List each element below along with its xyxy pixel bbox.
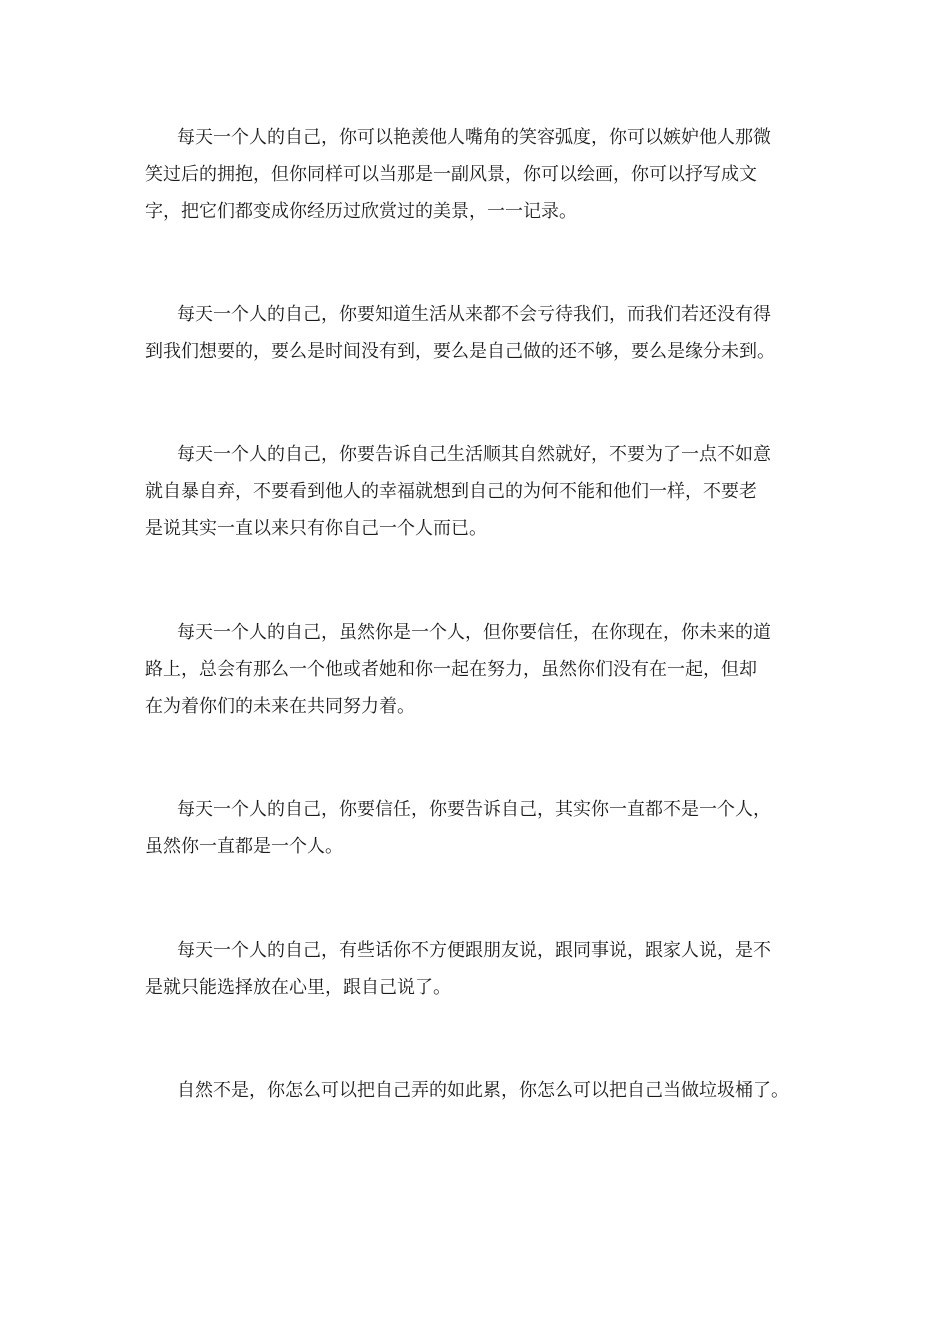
- paragraph-7: [145, 1072, 825, 1109]
- paragraph-line: 路上，总会有那么一个他或者她和你一起在努力，虽然你们没有在一起，但却: [145, 659, 757, 680]
- paragraph-line: 每天一个人的自己，你要告诉自己生活顺其自然就好，不要为了一点不如意: [177, 444, 771, 465]
- paragraph-line: 到我们想要的，要么是时间没有到，要么是自己做的还不够，要么是缘分未到。: [145, 341, 775, 362]
- paragraph-line: 笑过后的拥抱，但你同样可以当那是一副风景，你可以绘画，你可以抒写成文: [145, 164, 757, 185]
- paragraph-4: [145, 614, 825, 725]
- paragraph-line: 是就只能选择放在心里，跟自己说了。: [145, 977, 451, 998]
- paragraph-line: 每天一个人的自己，你要信任，你要告诉自己，其实你一直都不是一个人，: [177, 799, 771, 820]
- paragraph-line: 每天一个人的自己，你要知道生活从来都不会亏待我们，而我们若还没有得: [177, 304, 771, 325]
- paragraph-3: [145, 436, 825, 547]
- paragraph-1: [145, 119, 825, 230]
- paragraph-line: 是说其实一直以来只有你自己一个人而已。: [145, 518, 487, 539]
- paragraph-line: 每天一个人的自己，你可以艳羡他人嘴角的笑容弧度，你可以嫉妒他人那微: [177, 127, 771, 148]
- paragraph-line: 字，把它们都变成你经历过欣赏过的美景，一一记录。: [145, 201, 577, 222]
- paragraph-line: 每天一个人的自己，虽然你是一个人，但你要信任，在你现在，你未来的道: [177, 622, 771, 643]
- paragraph-line: 虽然你一直都是一个人。: [145, 836, 343, 857]
- paragraph-6: [145, 932, 825, 1006]
- paragraph-line: 就自暴自弃，不要看到他人的幸福就想到自己的为何不能和他们一样，不要老: [145, 481, 757, 502]
- paragraph-line: 在为着你们的未来在共同努力着。: [145, 696, 415, 717]
- paragraph-2: [145, 296, 825, 370]
- paragraph-line: 每天一个人的自己，有些话你不方便跟朋友说，跟同事说，跟家人说，是不: [177, 940, 771, 961]
- paragraph-line: 自然不是，你怎么可以把自己弄的如此累，你怎么可以把自己当做垃圾桶了。: [177, 1080, 789, 1101]
- paragraph-5: [145, 791, 825, 865]
